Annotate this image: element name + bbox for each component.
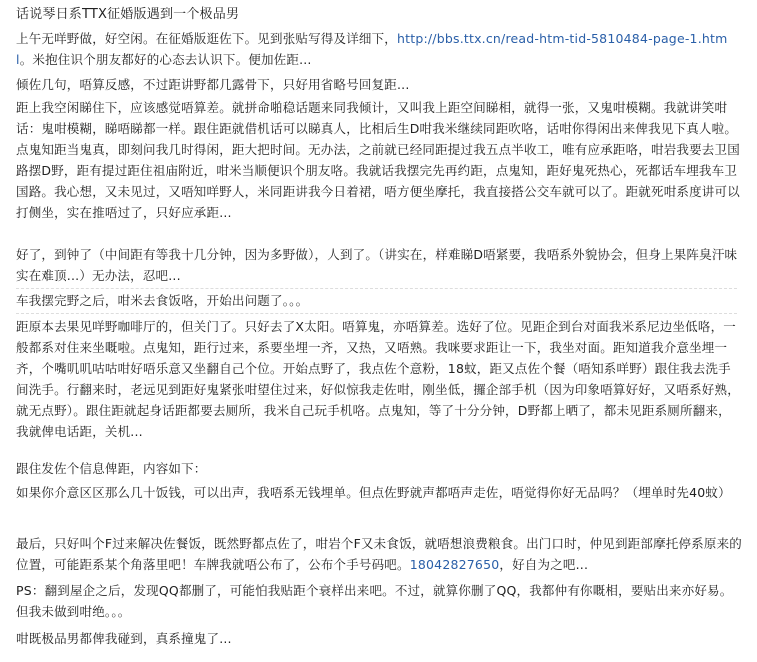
final-text-tail: ，好自为之吧... xyxy=(499,557,589,572)
final-text: 最后，只好叫个F过来解决佐餐饭，既然野都点佐了，咁岩个F又未食饭，就唔想浪费粮食。出门口时，仲见到距部摩托停系原来的位置，可能距系某个角落里吧！车牌我就唔公布了，公布个手号码吧。 xyxy=(16,536,742,572)
divider xyxy=(16,288,737,289)
intro-paragraph xyxy=(16,28,743,70)
last-paragraph: 咁既极品男都俾我碰到，真系撞鬼了... xyxy=(16,631,232,646)
phone-number: 18042827650 xyxy=(409,557,500,572)
intro-text-tail: 。米抱住识个朋友都好的心态去认识下。便加佐距... xyxy=(19,52,312,67)
post-title: 话说琴日系TTX征婚版遇到一个极品男 xyxy=(16,7,240,22)
message-quote-paragraph: 如果你介意区区那么几十饭钱，可以出声，我唔系无钱埋单。但点佐野就声都唔声走佐，唔觉得你好无品吗？（埋单时先40蚊） xyxy=(16,485,731,500)
final-paragraph xyxy=(16,533,743,575)
problem-start-paragraph: 车我摆完野之后，咁米去食饭咯，开始出问题了。。。 xyxy=(16,293,309,308)
thread-link[interactable]: http://bbs.ttx.cn/read-htm-tid-5810484-page-1.html xyxy=(16,31,728,67)
meet-plan-paragraph: 距上我空闲睇住下，应该感觉唔算差。就拼命啪稳话题来同我倾计，又叫我上距空间睇相，就得一张，又鬼咁模糊。我就讲笑咁话：鬼咁模糊，睇唔睇都一样。跟住距就借机话可以睇真人，比相后生D咁我米继续同距吹咯，话咁你得闲出来俾我见下真人啦。点鬼知距当鬼真，即刻问我几时得闲，距大把时间。无办法，之前就已经同距提过我五点半收工，唯有应承距咯，咁岩我要去卫国路摆D野，距有提过距住祖庙附近，咁米当顺便识个朋友咯。我就话我摆完先再约距，点鬼知，距好鬼死热心，死都话车埋我车卫国路。我心想，又未见过，又唔知咩野人，米同距讲我今日着裙，唔方便坐摩托，我直接搭公交车就可以了。距就死咁系度讲可以打侧坐，实在推唔过了，只好应承距... xyxy=(16,100,740,220)
arrive-paragraph: 好了，到钟了（中间距有等我十几分钟，因为多野做），人到了。（讲实在，样难睇D唔紧要，我唔系外貌协会，但身上果阵臭汗味实在难顶...）无办法，忍吧... xyxy=(16,247,738,283)
cafe-paragraph: 距原本去果见咩野咖啡厅的，但关门了。只好去了X太阳。唔算鬼，亦唔算差。选好了位。见距企到台对面我米系尼边坐低咯，一般都系对住来坐嘅啦。点鬼知，距行过来，系要坐埋一齐，又热，又唔熟。我咪要求距让一下，我坐对面。距知道我介意坐埋一齐，个嘴叽叽咕咕咁好唔乐意又坐翻自己个位。开始点野了，我点佐个意粉，18蚊，距又点佐个餐（唔知系咩野）跟住我去洗手间洗手。行翻来时，老远见到距好鬼紧张咁望住过来，好似惊我走佐咁，刚坐低，攞企部手机（因为印象唔算好好，又唔系好熟，就无点野）。跟住距就起身话距都要去厕所，我米自己玩手机咯。点鬼知，等了十分分钟，D野都上晒了，都未见距系厕所翻来，我就俾电话距，关机... xyxy=(16,319,740,439)
ps-paragraph: PS：翻到屋企之后，发现QQ都删了，可能怕我贴距个衰样出来吧。不过，就算你删了QQ，我都仲有你嘅相，要贴出来亦好易。但我未做到咁绝。。。 xyxy=(16,583,733,619)
reply-paragraph: 倾佐几句，唔算反感，不过距讲野都几露骨下，只好用省略号回复距... xyxy=(16,77,410,92)
divider xyxy=(16,313,737,314)
intro-text: 上午无咩野做，好空闲。在征婚版逛佐下。见到张贴写得及详细下， xyxy=(16,31,398,46)
message-intro-paragraph: 跟住发佐个信息俾距，内容如下： xyxy=(16,461,207,476)
